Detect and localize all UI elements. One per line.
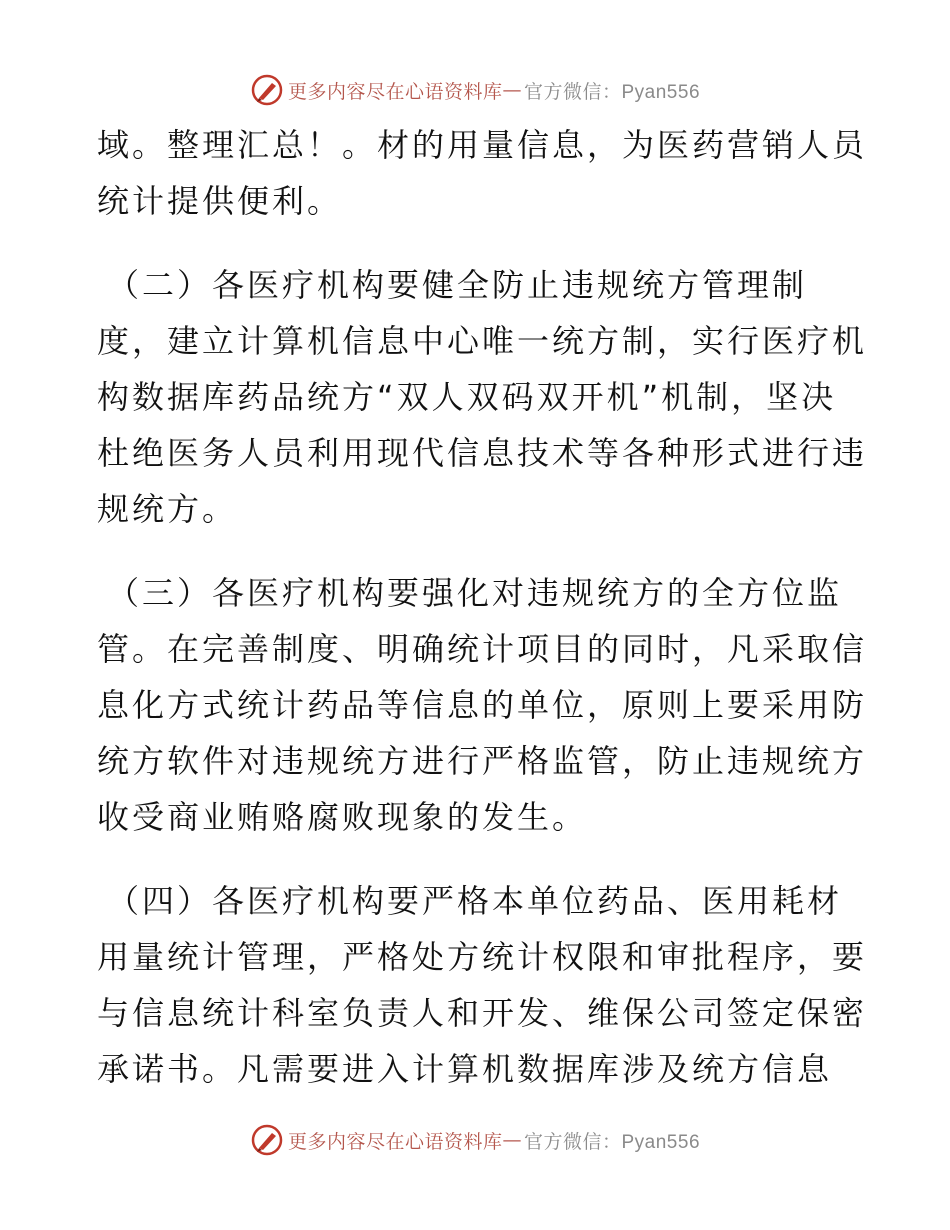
- document-body: [97, 117, 868, 1097]
- paragraph-3: [97, 565, 868, 845]
- paragraph-line: （四）各医疗机构要严格本单位药品、医用耗材: [107, 882, 843, 920]
- paragraph-line: 收受商业贿赂腐败现象的发生。: [97, 798, 588, 836]
- paragraph-line: 构数据库药品统方“双人双码双开机”机制，坚决: [97, 378, 837, 416]
- footer-watermark: [0, 1120, 950, 1160]
- watermark-dash: —: [502, 1129, 522, 1151]
- watermark-wechat-id: Pyan556: [621, 1131, 701, 1153]
- pen-logo-icon: [250, 73, 284, 107]
- paragraph-line: 杜绝医务人员利用现代信息技术等各种形式进行违: [97, 434, 868, 472]
- paragraph-line: 承诺书。凡需要进入计算机数据库涉及统方信息: [97, 1050, 833, 1088]
- paragraph-line: （三）各医疗机构要强化对违规统方的全方位监: [107, 574, 843, 612]
- paragraph-line: 管。在完善制度、明确统计项目的同时，凡采取信: [97, 630, 868, 668]
- watermark-wechat-id: Pyan556: [621, 81, 701, 103]
- watermark-dash: —: [502, 79, 522, 101]
- watermark-wechat-label: 官方微信：: [523, 80, 622, 103]
- watermark-main-text: 更多内容尽在心语资料库: [287, 1130, 503, 1153]
- pen-logo-icon: [250, 1123, 284, 1157]
- paragraph-line: （二）各医疗机构要健全防止违规统方管理制: [107, 266, 808, 304]
- paragraph-line: 用量统计管理，严格处方统计权限和审批程序，要: [97, 938, 868, 976]
- paragraph-line: 统计提供便利。: [97, 182, 343, 220]
- paragraph-4: [97, 873, 868, 1097]
- paragraph-2: [97, 257, 868, 537]
- paragraph-line: 规统方。: [97, 490, 238, 528]
- watermark-main-text: 更多内容尽在心语资料库: [287, 80, 503, 103]
- paragraph-line: 与信息统计科室负责人和开发、维保公司签定保密: [97, 994, 868, 1032]
- paragraph-line: 息化方式统计药品等信息的单位，原则上要采用防: [97, 686, 868, 724]
- paragraph-1: [97, 117, 868, 229]
- watermark-wechat-label: 官方微信：: [523, 1130, 622, 1153]
- paragraph-line: 域。整理汇总！。材的用量信息，为医药营销人员: [97, 126, 868, 164]
- watermark-suffix: [524, 77, 700, 104]
- header-watermark: [0, 70, 950, 110]
- paragraph-line: 统方软件对违规统方进行严格监管，防止违规统方: [97, 742, 868, 780]
- watermark-suffix: [524, 1127, 700, 1154]
- paragraph-line: 度，建立计算机信息中心唯一统方制，实行医疗机: [97, 322, 868, 360]
